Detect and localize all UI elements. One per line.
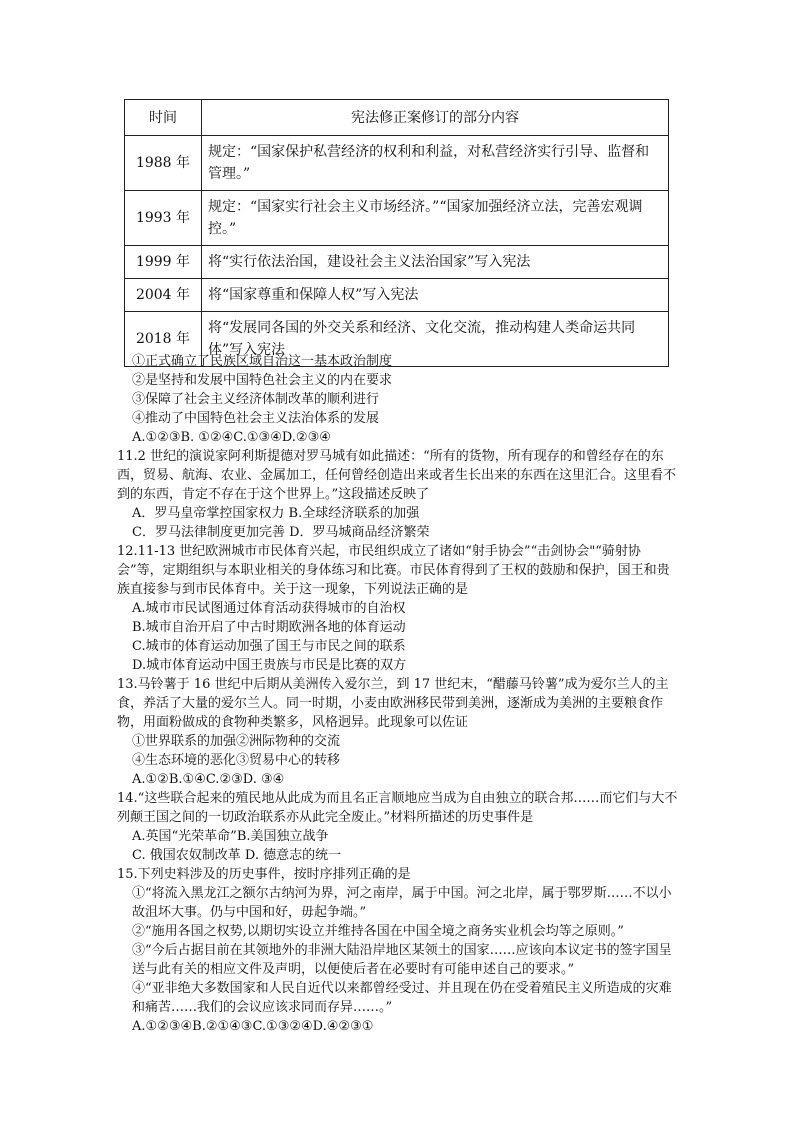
table-row (125, 279, 669, 312)
row-content: 规定：“国家保护私营经济的权利和利益，对私营经济实行引导、监督和管理。” (202, 136, 669, 191)
table-row (125, 246, 669, 279)
question-15 (117, 865, 679, 1036)
table-row (125, 191, 669, 246)
row-content: 将“国家尊重和保障人权”写入宪法 (202, 279, 669, 312)
question-13 (117, 675, 679, 789)
q10-item: ③保障了社会主义经济体制改革的顺利进行 (132, 392, 380, 407)
q13-stem: 13.马铃薯于 16 世纪中后期从美洲传入爱尔兰，到 17 世纪末，“醋藤马铃薯”成为爱尔兰人的主食，养活了大量的爱尔兰人。同一时期，小麦由欧洲移民带到美洲，逐渐成为美洲的主要粮食作物，用面粉做成的食物种类繁多，风格迥异。此现象可以佐证 (117, 677, 669, 730)
q12-choice: D.城市体育运动中国王贵族与市民是比赛的双方 (132, 658, 407, 673)
row-year: 1999 年 (125, 246, 202, 279)
row-year: 1993 年 (125, 191, 202, 246)
questions-body (117, 352, 679, 1036)
q10-item: ④推动了中国特色社会主义法治体系的发展 (132, 411, 380, 426)
q15-stem: 15.下列史料涉及的历史事件，按时序排列正确的是 (117, 867, 411, 882)
q12-choice: C.城市的体育运动加强了国王与市民之间的联系 (132, 639, 406, 654)
question-11 (117, 447, 679, 542)
q15-item: ②“施用各国之权势,以期切实设立并维持各国在中国全境之商务实业机会均等之原则。” (132, 924, 624, 939)
row-year: 2018 年 (125, 312, 202, 367)
q10-item: ①正式确立了民族区域自治这一基本政治制度 (132, 354, 393, 369)
q13-items-line: ④生态环境的恶化③贸易中心的转移 (132, 753, 341, 768)
q15-choices: A.①②③④B.②①④③C.①③②④D.④②③① (132, 1019, 374, 1034)
row-content: 规定：“国家实行社会主义市场经济。”“国家加强经济立法，完善宏观调控。” (202, 191, 669, 246)
q15-item: ①“将流入黑龙江之额尔古纳河为界，河之南岸，属于中国。河之北岸，属于鄂罗斯……不以小故沮坏大事。仍与中国和好，毋起争端。” (132, 886, 672, 920)
question-12 (117, 542, 679, 675)
q10-choices: A.①②③B. ①②④C.①③④D.②③④ (132, 430, 331, 445)
q11-choice-ab: A．罗马皇帝掌控国家权力 B.全球经济联系的加强 (132, 506, 420, 521)
q14-choice-cd: C. 俄国农奴制改革 D. 德意志的统一 (132, 848, 342, 863)
q13-items-line: ①世界联系的加强②洲际物种的交流 (132, 734, 341, 749)
header-time: 时间 (125, 100, 202, 136)
q10-item: ②是坚持和发展中国特色社会主义的内在要求 (132, 373, 393, 388)
q14-stem: 14.“这些联合起来的殖民地从此成为而且名正言顺地应当成为自由独立的联合邦……而它们与大不列颠王国之间的一切政治联系亦从此完全废止。”材料所描述的历史事件是 (117, 791, 678, 825)
q12-stem: 12.11-13 世纪欧洲城市市民体育兴起，市民组织成立了诸如“射手协会”“击剑协会"“骑射协会”等，定期组织与本职业相关的身体练习和比赛。市民体育得到了王权的鼓励和保护，国王和贵族直接参与到市民体育中。关于这一现象，下列说法正确的是 (117, 544, 670, 597)
q13-choices: A.①②B.①④C.②③D. ③④ (132, 772, 285, 787)
q15-item: ③“今后占据目前在其领地外的非洲大陆沿岸地区某领土的国家……应该向本议定书的签字国呈送与此有关的相应文件及声明，以便使后者在必要时有可能申述自己的要求。” (132, 943, 672, 977)
constitution-amendment-table (124, 99, 669, 367)
table-row (125, 136, 669, 191)
table-header-row (125, 100, 669, 136)
q11-choice-cd: C．罗马法律制度更加完善 D．罗马城商品经济繁荣 (132, 525, 430, 540)
q15-item: ④“亚非绝大多数国家和人民自近代以来都曾经受过、并且现在仍在受着殖民主义所造成的灾难和痛苦……我们的会议应该求同而存异……。” (132, 981, 672, 1015)
q12-choice: B.城市自治开启了中古时期欧洲各地的体育运动 (132, 620, 406, 635)
header-content: 宪法修正案修订的部分内容 (202, 100, 669, 136)
row-year: 1988 年 (125, 136, 202, 191)
q11-stem: 11.2 世纪的演说家阿利斯提德对罗马城有如此描述：“所有的货物，所有现存的和曾经存在的东西，贸易、航海、农业、金属加工，任何曾经创造出来或者生长出来的东西在这里汇合。这里看不到的东西，肯定不存在于这个世界上。”这段描述反映了 (117, 449, 677, 502)
row-content: 将“发展同各国的外交关系和经济、文化交流，推动构建人类命运共同体”写入宪法 (202, 312, 669, 367)
question-14 (117, 789, 679, 865)
row-year: 2004 年 (125, 279, 202, 312)
row-content: 将“实行依法治国，建设社会主义法治国家”写入宪法 (202, 246, 669, 279)
q12-choice: A.城市市民试图通过体育活动获得城市的自治权 (132, 601, 406, 616)
question-10-items (117, 352, 679, 447)
q14-choice-ab: A.英国“光荣革命”B.美国独立战争 (132, 829, 329, 844)
